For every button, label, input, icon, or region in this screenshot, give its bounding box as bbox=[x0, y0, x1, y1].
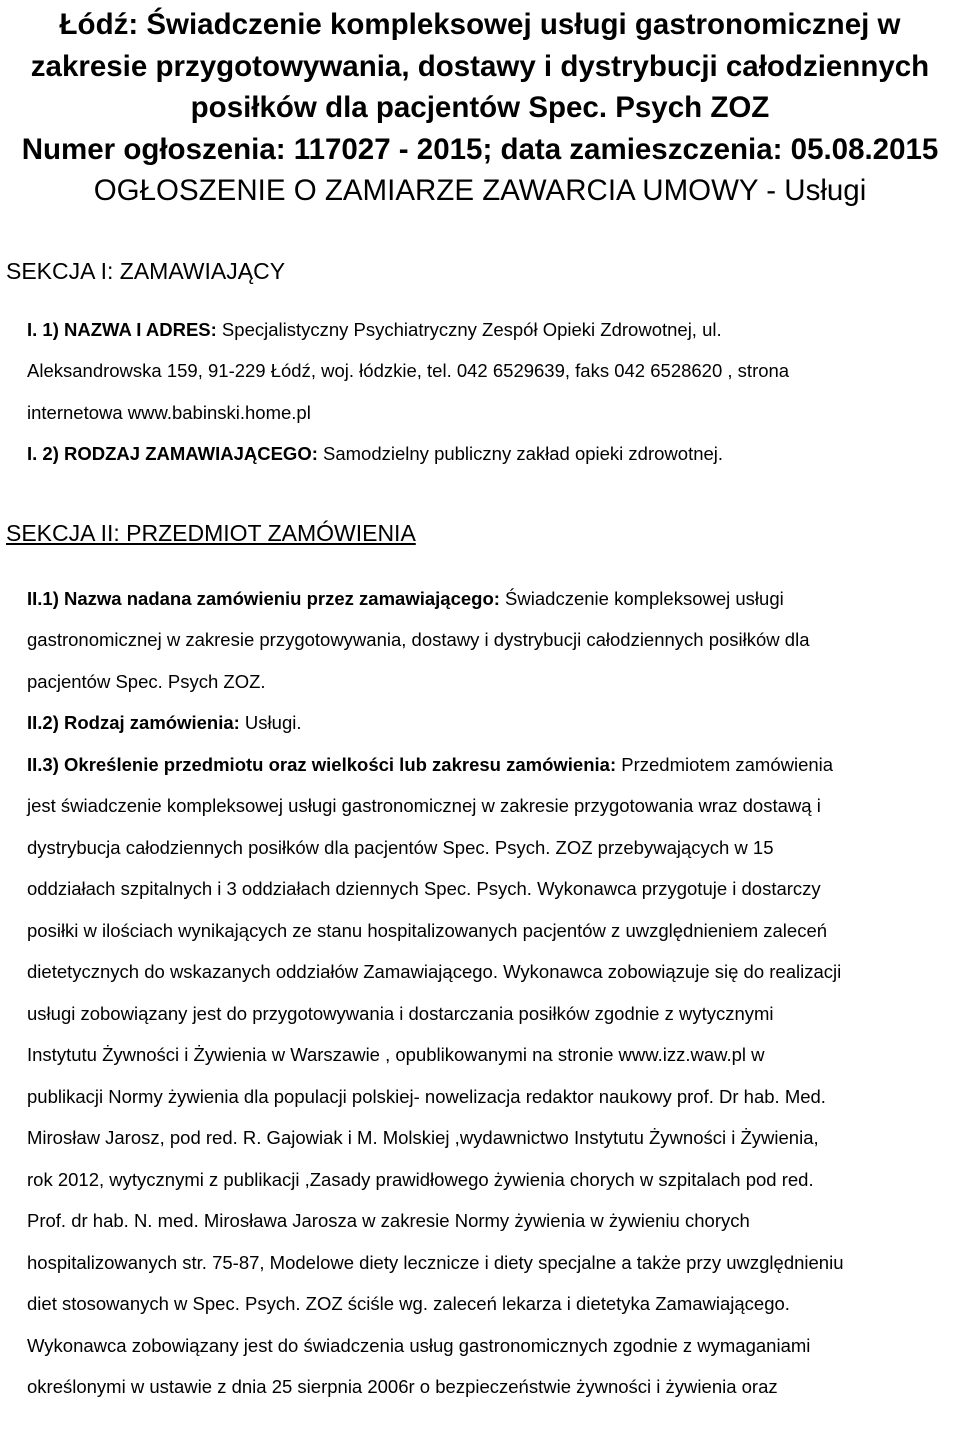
announcement-type-line: OGŁOSZENIE O ZAMIARZE ZAWARCIA UMOWY - Usługi bbox=[93, 174, 867, 207]
title-line-2: zakresie przygotowywania, dostawy i dystrybucji całodziennych bbox=[30, 49, 930, 83]
scope-line-4: oddziałach szpitalnych i 3 oddziałach dziennych Spec. Psych. Wykonawca przygotuje i dostarczy bbox=[27, 878, 821, 899]
name-address-line-2: Aleksandrowska 159, 91-229 Łódź, woj. łódzkie, tel. 042 6529639, faks 042 6528620 , strona bbox=[27, 360, 790, 381]
scope-label: II.3) Określenie przedmiotu oraz wielkości lub zakresu zamówienia: bbox=[27, 753, 617, 775]
document-title bbox=[8, 0, 952, 212]
section-1-name-address bbox=[27, 309, 952, 434]
contracting-type-line bbox=[27, 433, 952, 475]
title-line-3: posiłków dla pacjentów Spec. Psych ZOZ bbox=[190, 91, 770, 124]
contracting-type-text: Samodzielny publiczny zakład opieki zdrowotnej. bbox=[317, 443, 724, 464]
scope-line-1 bbox=[27, 744, 952, 786]
section-2-kind bbox=[27, 702, 952, 744]
order-kind-label: II.2) Rodzaj zamówienia: bbox=[27, 712, 240, 733]
order-name-label: II.1) Nazwa nadana zamówieniu przez zamawiającego: bbox=[27, 587, 500, 609]
order-kind-text: Usługi. bbox=[239, 712, 302, 733]
scope-line-3: dystrybucja całodziennych posiłków dla pacjentów Spec. Psych. ZOZ przebywających w 15 bbox=[27, 836, 774, 858]
order-kind-line bbox=[27, 702, 952, 744]
scope-line-8: Instytutu Żywności i Żywienia w Warszawie , opublikowanymi na stronie www.izz.waw.pl w bbox=[27, 1044, 765, 1065]
scope-line-9: publikacji Normy żywienia dla populacji polskiej- nowelizacja redaktor naukowy prof. Dr hab. Med. bbox=[27, 1085, 826, 1107]
scope-line-10: Mirosław Jarosz, pod red. R. Gajowiak i M. Molskiej ,wydawnictwo Instytutu Żywności i Żywienia, bbox=[27, 1127, 819, 1148]
scope-line-5: posiłki w ilościach wynikających ze stanu hospitalizowanych pacjentów z uwzględnieniem zaleceń bbox=[27, 919, 828, 941]
title-line-1: Łódź: Świadczenie kompleksowej usługi gastronomicznej w bbox=[59, 8, 901, 41]
name-address-line-1 bbox=[27, 309, 952, 351]
section-2-name bbox=[27, 578, 952, 703]
scope-line-15: Wykonawca zobowiązany jest do świadczenia usług gastronomicznych zgodnie z wymaganiami bbox=[27, 1334, 811, 1356]
order-name-line-2: gastronomicznej w zakresie przygotowywania, dostawy i dystrybucji całodziennych posiłków dla bbox=[27, 629, 810, 650]
section-1-heading: SEKCJA I: ZAMAWIAJĄCY bbox=[6, 257, 286, 284]
name-address-line-3: internetowa www.babinski.home.pl bbox=[27, 401, 311, 423]
scope-line-7: usługi zobowiązany jest do przygotowywania i dostarczania posiłków zgodnie z wytycznymi bbox=[27, 1002, 774, 1024]
scope-line-11: rok 2012, wytycznymi z publikacji ,Zasady prawidłowego żywienia chorych w szpitalach pod red. bbox=[27, 1168, 814, 1190]
section-2-scope bbox=[27, 744, 952, 1408]
order-name-text-1: Świadczenie kompleksowej usługi bbox=[499, 587, 784, 609]
section-2-heading: SEKCJA II: PRZEDMIOT ZAMÓWIENIA bbox=[6, 519, 416, 546]
scope-line-13: hospitalizowanych str. 75-87, Modelowe diety lecznicze i diety specjalne a także przy uwzględnieniu bbox=[27, 1251, 844, 1273]
order-name-line-1 bbox=[27, 578, 952, 620]
scope-line-16: określonymi w ustawie z dnia 25 sierpnia 2006r o bezpieczeństwie żywności i żywienia oraz bbox=[27, 1376, 778, 1397]
announcement-number-line: Numer ogłoszenia: 117027 - 2015; data zamieszczenia: 05.08.2015 bbox=[21, 132, 939, 166]
scope-line-6: dietetycznych do wskazanych oddziałów Zamawiającego. Wykonawca zobowiązuje się do realizacji bbox=[27, 961, 842, 982]
order-name-line-3: pacjentów Spec. Psych ZOZ. bbox=[27, 670, 266, 692]
scope-line-12: Prof. dr hab. N. med. Mirosława Jarosza w zakresie Normy żywienia w żywieniu chorych bbox=[27, 1210, 750, 1231]
scope-text-1: Przedmiotem zamówienia bbox=[616, 753, 834, 775]
contracting-type-label: I. 2) RODZAJ ZAMAWIAJĄCEGO: bbox=[27, 443, 318, 464]
scope-line-2: jest świadczenie kompleksowej usługi gastronomicznej w zakresie przygotowania wraz dostawą i bbox=[27, 795, 821, 816]
scope-line-14: diet stosowanych w Spec. Psych. ZOZ ściśle wg. zaleceń lekarza i dietetyka Zamawiającego. bbox=[27, 1293, 790, 1314]
section-1-type bbox=[27, 433, 952, 475]
name-address-label: I. 1) NAZWA I ADRES: bbox=[27, 318, 217, 340]
name-address-text-1: Specjalistyczny Psychiatryczny Zespół Opieki Zdrowotnej, ul. bbox=[216, 318, 722, 340]
